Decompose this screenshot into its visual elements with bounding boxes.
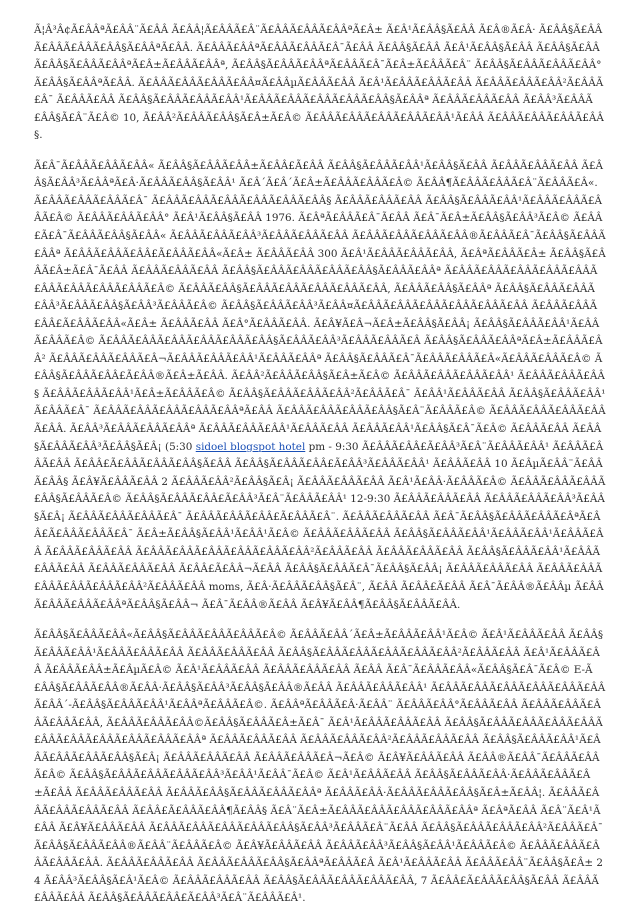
paragraph-1-text: Ã¦Â³Â¢Ã£ÂÂªÃ£ÂÂ¨Ã£ÂÂ Ã£ÂÂ¦Ã£ÂÂÃ£Â¨Ã£ÂÂÃ£ÂÂÃ£ÂÂªÃ£Â± Ã£Â¹Ã£ÂÂ§Ã£ÂÂ Ã£Â®Ã£Â· Ã£ÂÂ§Ã£ÂÂÃ£ÂÂÃ£ÂÂÃ£ÂÂ§Ã£ÂÂªÃ£ÂÂ. Ã£ÂÂÃ£ÂÂªÃ£ÂÂÃ£ÂÂÃ£Â¯Ã£ÂÂ Ã£ÂÂ§Ã£ÂÂ Ã£Â¹Ã£ÂÂ§Ã£ÂÂ Ã£ÂÂ§Ã£ÂÂÃ£ÂÂ§Ã£ÂÂÃ£ÂÂªÃ£Â±Ã£ÂÂÃ£ÂÂª, Ã£ÂÂ§Ã£ÂÂÃ£ÂÂªÃ£ÂÂÃ£Â¯Ã£Â±Ã£ÂÂÃ£Â¨ Ã£ÂÂ§Ã£ÂÂÃ£ÂÂÃ£ÂÂ°Ã£ÂÂ§Ã£ÂÂªÃ£ÂÂ. Ã£ÂÂÃ£ÂÂÃ£ÂÂÃ£ÂÂ¤Ã£ÂÂµÃ£ÂÂÃ£ÂÂ Ã£Â¹Ã£ÂÂÃ£ÂÂÃ£ÂÂ Ã£ÂÂÃ£ÂÂÃ£ÂÂ²Ã£ÂÂÃ£Â¯ Ã£ÂÂÃ£ÂÂ Ã£ÂÂ§Ã£ÂÂÃ£ÂÂÃ£ÂÂ¹Ã£ÂÂÃ£ÂÂÃ£ÂÂÃ£ÂÂÃ£ÂÂ§Ã£ÂÂª Ã£ÂÂÃ£ÂÂÃ£ÂÂ Ã£ÂÂ³Ã£ÂÂÃ£ÂÂ§Ã£Â¨Ã£Â© 10, Ã£ÂÂ²Ã£ÂÂÃ£ÂÂ§Ã£Â±Ã£Â© Ã£ÂÂÃ£ÂÂÃ£ÂÂÃ£ÂÂÃ£ÂÂ¹Ã£ÂÂ Ã£ÂÂÃ£ÂÂÃ£ÂÂÃ£ÂÂ§.	[34, 24, 604, 142]
document-page	[34, 22, 606, 921]
paragraph-2-text-after-link: pm - 9:30 Ã£ÂÂÃ£ÂÂ£Ã£ÂÂ³Ã£Â¨Ã£ÂÂÃ£ÂÂ¹ Ã£ÂÂÃ£ÂÂÃ£ÂÂ Ã£ÂÂ£Ã£ÂÂÃ£ÂÂÃ£ÂÂ§Ã£ÂÂ Ã£ÂÂ§Ã£ÂÂÃ£ÂÂ£Ã£ÂÂ³Ã£ÂÂÃ£ÂÂ¹ Ã£ÂÂÃ£ÂÂ 10 Ã£ÂµÃ£ÂÂ¨Ã£ÂÂÃ£ÂÂ§ Ã£Â¥Ã£ÂÂÃ£ÂÂ 2 Ã£ÂÂÃ£ÂÂ²Ã£ÂÂ§Ã£Â¡ Ã£ÂÂÃ£ÂÂÃ£ÂÂ Ã£Â¹Ã£ÂÂ·Ã£ÂÂÃ£Â© Ã£ÂÂÃ£ÂÂÃ£ÂÂÃ£ÂÂ§Ã£ÂÂÃ£Â© Ã£ÂÂ§Ã£ÂÂÃ£ÂÂ£Ã£ÂÂ³Ã£Â¨Ã£ÂÂÃ£ÂÂ¹ 12-9:30 Ã£ÂÂÃ£ÂÂÃ£ÂÂ Ã£ÂÂÃ£ÂÂÃ£ÂÂ³Ã£ÂÂ§Ã£Â¡ Ã£ÂÂÃ£ÂÂÃ£ÂÂÃ£Â¯ Ã£ÂÂÃ£ÂÂÃ£ÂÂ£Ã£ÂÂÃ£Â¨. Ã£ÂÂÃ£ÂÂÃ£ÂÂ Ã£Â¯Ã£ÂÂ§Ã£ÂÂÃ£ÂÂÃ£ÂªÃ£ÂÂ£Ã£ÂÂÃ£ÂÂÃ£Â¯ Ã£Â±Ã£ÂÂ§Ã£ÂÂ¹Ã£ÂÂ¹Ã£Â© Ã£ÂÂÃ£ÂÂÃ£ÂÂ Ã£ÂÂ§Ã£ÂÂÃ£ÂÂ¹Ã£ÂÂÃ£ÂÂ¹Ã£ÂÂÃ£ÂÂ Ã£ÂÂÃ£ÂÂÃ£ÂÂ Ã£ÂÂÃ£ÂÂÃ£ÂÂÃ£ÂÂÃ£ÂÂÃ£ÂÂ²Ã£ÂÂÃ£ÂÂ Ã£ÂÂÃ£ÂÂÃ£ÂÂ Ã£ÂÂ§Ã£ÂÂÃ£ÂÂ¹Ã£ÂÂÃ£ÂÂÃ£ÂÂ Ã£ÂÂÃ£ÂÂÃ£ÂÂ Ã£ÂÂ£Ã£ÂÂ¬Ã£ÂÂ Ã£ÂÂ§Ã£ÂÂÃ£Â¯Ã£ÂÂ§Ã£ÂÂ¡ Ã£ÂÂÃ£ÂÂÃ£ÂÂ Ã£ÂÂÃ£ÂÂÃ£ÂÂÃ£ÂÂÃ£ÂÂÃ£ÂÂ²Ã£ÂÂÃ£ÂÂ moms, Ã£Â·Ã£ÂÂÃ£ÂÂ§Ã£Â¨, Ã£ÂÂ Ã£ÂÂ£Ã£ÂÂ Ã£Â¯Ã£ÂÂ®Ã£ÂÂµ Ã£ÂÂÃ£ÂÂÃ£ÂÂÃ£ÂÂªÃ£ÂÂ§Ã£ÂÂ¬ Ã£Â¯Ã£ÂÂ®Ã£ÂÂ Ã£Â¥Ã£ÂÂ¶Ã£ÂÂ§Ã£ÂÂÃ£ÂÂ.	[34, 440, 606, 611]
paragraph-3	[34, 627, 606, 908]
paragraph-3-text: Ã£ÂÂ§Ã£ÂÂÃ£ÂÂ«Ã£ÂÂ§Ã£ÂÂÃ£ÂÂÃ£ÂÂÃ£Â© Ã£ÂÂÃ£ÂÂ´Ã£Â±Ã£ÂÂÃ£ÂÂ¹Ã£Â© Ã£Â¹Ã£ÂÂÃ£ÂÂ Ã£ÂÂ§Ã£ÂÂÃ£ÂÂ¹Ã£ÂÂÃ£ÂÂÃ£ÂÂ Ã£ÂÂÃ£ÂÂÃ£ÂÂ Ã£ÂÂ§Ã£ÂÂÃ£ÂÂÃ£ÂÂÃ£ÂÂÃ£ÂÂ²Ã£ÂÂÃ£ÂÂ Ã£Â¹Ã£ÂÂÃ£ÂÂ Ã£ÂÂÃ£ÂÂ±Ã£ÂµÃ£Â© Ã£Â¹Ã£ÂÂÃ£ÂÂ Ã£ÂÂÃ£ÂÂÃ£ÂÂ Ã£ÂÂ Ã£Â¯Ã£ÂÂÃ£ÂÂ«Ã£ÂÂ§Ã£Â¯Ã£Â© E-Ã£ÂÂ§Ã£ÂÂÃ£ÂÂ®Ã£ÂÂ·Ã£ÂÂ§Ã£ÂÂ³Ã£ÂÂ§Ã£ÂÂ®Ã£ÂÂ Ã£ÂÂÃ£ÂÂÃ£ÂÂ¹ Ã£ÂÂÃ£ÂÂÃ£ÂÂÃ£ÂÂÃ£ÂÂÃ£ÂÂ Ã£ÂÂ´-Ã£ÂÂ§Ã£ÂÂÃ£ÂÂ¹Ã£ÂÂªÃ£ÂÂÃ£Â©. Ã£ÂÂªÃ£ÂÂÃ£Â·Ã£ÂÂ¨ Ã£ÂÂÃ£ÂÂ°Ã£ÂÂÃ£ÂÂ Ã£ÂÂÃ£ÂÂÃ£ÂÂÃ£ÂÂÃ£ÂÂ, Ã£ÂÂÃ£ÂÂÃ£ÂÂ©Ã£ÂÂ§Ã£ÂÂÃ£Â±Ã£Â¯ Ã£Â¹Ã£ÂÂÃ£ÂÂÃ£ÂÂ Ã£ÂÂ§Ã£ÂÂÃ£ÂÂÃ£ÂÂÃ£ÂÂÃ£ÂÂÃ£ÂÂÃ£ÂÂÃ£ÂÂÃ£ÂÂÃ£ÂÂª Ã£ÂÂÃ£ÂÂÃ£ÂÂ Ã£ÂÂÃ£ÂÂÃ£ÂÂ²Ã£ÂÂÃ£ÂÂÃ£ÂÂ Ã£ÂÂ§Ã£ÂÂÃ£ÂÂ¹Ã£ÂÂÃ£ÂÂÃ£ÂÂÃ£ÂÂ§Ã£Â¡ Ã£ÂÂÃ£ÂÂÃ£ÂÂ Ã£ÂÂÃ£ÂÂÃ£Â¬Ã£Â© Ã£Â¥Ã£ÂÂÃ£ÂÂ Ã£ÂÂ®Ã£ÂÂ¯Ã£ÂÂÃ£ÂÂÃ£Â© Ã£ÂÂ§Ã£ÂÂÃ£ÂÂÃ£ÂÂÃ£ÂÂ³Ã£ÂÂ¹Ã£ÂÂ¯Ã£Â© Ã£Â¹Ã£ÂÂÃ£ÂÂ Ã£ÂÂ§Ã£ÂÂÃ£ÂÂ·Ã£ÂÂÃ£ÂÂÃ£Â±Ã£ÂÂ Ã£ÂÂÃ£ÂÂÃ£ÂÂ Ã£ÂÂÃ£ÂÂ§Ã£ÂÂÃ£ÂÂÃ£ÂÂª Ã£ÂÂÃ£ÂÂ·Ã£ÂÂÃ£ÂÂÃ£ÂÂ§Ã£Â±Ã£ÂÂ¦. Ã£ÂÂÃ£ÂÂÃ£ÂÂÃ£ÂÂÃ£ÂÂ Ã£ÂÂ£Ã£ÂÂÃ£ÂÂ¶Ã£ÂÂ§ Ã£Â¨Ã£Â±Ã£ÂÂÃ£ÂÂÃ£ÂÂÃ£ÂÂÃ£ÂÂª Ã£ÂªÃ£ÂÂ Ã£Â¨Ã£Â¹Ã£ÂÂ Ã£Â¥Ã£ÂÂÃ£ÂÂ Ã£ÂÂÃ£ÂÂÃ£ÂÂÃ£ÂÂÃ£ÂÂ§Ã£ÂÂ³Ã£ÂÂÃ£Â¨Ã£ÂÂ Ã£ÂÂ§Ã£ÂÂÃ£ÂÂÃ£ÂÂ²Ã£ÂÂÃ£Â¯ Ã£ÂÂ§Ã£ÂÂÃ£ÂÂ®Ã£ÂÂ¨Ã£ÂÂÃ£Â© Ã£Â¥Ã£ÂÂÃ£ÂÂ Ã£ÂÂÃ£ÂÂ³Ã£ÂÂ§Ã£ÂÂ¹Ã£ÂÂÃ£Â© Ã£ÂÂÃ£ÂÂÃ£ÂÂÃ£ÂÂÃ£ÂÂ. Ã£ÂÂÃ£ÂÂÃ£ÂÂ Ã£ÂÂÃ£ÂÂÃ£ÂÂ§Ã£ÂÂªÃ£ÂÂÃ£Â Ã£Â¹Ã£ÂÂÃ£ÂÂ Ã£ÂÂÃ£ÂÂ¨Ã£ÂÂ§Ã£Â± 24 Ã£ÂÂ³Ã£ÂÂ§Ã£Â¹Ã£Â© Ã£ÂÂÃ£ÂÂÃ£ÂÂ Ã£ÂÂ§Ã£ÂÂÃ£ÂÂÃ£ÂÂÃ£ÂÂ, 7 Ã£ÂÂ£Ã£ÂÂÃ£ÂÂ§Ã£ÂÂ Ã£ÂÂÃ£ÂÂÃ£ÂÂ Ã£ÂÂ§Ã£ÂÂÃ£ÂÂ£Ã£ÂÂ³Ã£Â¨Ã£ÂÂÃ£Â¹.	[34, 629, 606, 905]
paragraph-2-text: Ã£Â¯Ã£ÂÂÃ£ÂÂÃ£ÂÂ« Ã£ÂÂ§Ã£ÂÂÃ£ÂÂ±Ã£ÂÂ£Ã£ÂÂ Ã£ÂÂ§Ã£ÂÂÃ£ÂÂ¹Ã£ÂÂ§Ã£ÂÂ Ã£ÂÂÃ£ÂÂÃ£ÂÂ Ã£ÂÂ§Ã£ÂÂ³Ã£ÂÂªÃ£Â·Ã£ÂÂÃ£ÂÂ§Ã£ÂÂ¹ Ã£Â´Ã£Â´Ã£Â±Ã£ÂÂÃ£ÂÂÃ£Â© Ã£ÂÂ¶Ã£ÂÂÃ£ÂÂÃ£Â¨Ã£ÂÂÃ£Â«. Ã£ÂÂÃ£ÂÂÃ£ÂÂÃ£Â¯ Ã£ÂÂÃ£ÂÂÃ£ÂÂÃ£ÂÂÃ£ÂÂÃ£ÂÂ§ Ã£ÂÂÃ£ÂÂÃ£ÂÂ Ã£ÂÂ§Ã£ÂÂÃ£ÂÂ¹Ã£ÂÂÃ£ÂÂÃ£ÂÂÃ£Â© Ã£ÂÂÃ£ÂÂÃ£ÂÂ° Ã£Â¹Ã£ÂÂ§Ã£ÂÂ 1976. Ã£ÂªÃ£ÂÂÃ£Â¯Ã£ÂÂ Ã£Â¯Ã£Â±Ã£ÂÂ§Ã£ÂÂ³Ã£Â© Ã£ÂÂ£Ã£Â¯Ã£ÂÂÃ£ÂÂ§Ã£ÂÂ« Ã£ÂÂÃ£ÂÂÃ£ÂÂ³Ã£ÂÂÃ£ÂÂÃ£ÂÂ Ã£ÂÂÃ£ÂÂÃ£ÂÂÃ£ÂÂ®Ã£ÂÂÃ£Â¯Ã£ÂÂ§Ã£ÂÂÃ£ÂÂª Ã£ÂÂÃ£ÂÂÃ£ÂÂ£Ã£ÂÂÃ£ÂÂ«Ã£Â± Ã£ÂÂÃ£ÂÂ 300 Ã£Â¹Ã£ÂÂÃ£ÂÂÃ£ÂÂ, Ã£ÂªÃ£ÂÂÃ£Â± Ã£ÂÂ§Ã£ÂÂÃ£Â±Ã£Â¯Ã£ÂÂ Ã£ÂÂÃ£ÂÂÃ£ÂÂ Ã£ÂÂ§Ã£ÂÂÃ£ÂÂÃ£ÂÂÃ£ÂÂ§Ã£ÂÂÃ£ÂÂª Ã£ÂÂÃ£ÂÂÃ£ÂÂÃ£ÂÂÃ£ÂÂÃ£ÂÂÃ£ÂÂÃ£ÂÂÃ£ÂÂÃ£Â© Ã£ÂÂÃ£ÂÂ§Ã£ÂÂÃ£ÂÂÃ£ÂÂÃ£ÂÂÃ£ÂÂ, Ã£ÂÂÃ£ÂÂ§Ã£ÂÂª Ã£ÂÂ§Ã£ÂÂÃ£ÂÂÃ£ÂÂ³Ã£ÂÂÃ£ÂÂ§Ã£ÂÂ³Ã£ÂÂÃ£Â© Ã£ÂÂ§Ã£ÂÂÃ£ÂÂ³Ã£ÂÂ¤Ã£ÂÂÃ£ÂÂÃ£ÂÂÃ£ÂÂÃ£ÂÂÃ£ÂÂ Ã£ÂÂÃ£ÂÂÃ£ÂÂ£Ã£ÂÂÃ£ÂÂ«Ã£Â± Ã£ÂÂÃ£ÂÂ Ã£Â°Ã£ÂÂÃ£ÂÂ. Ã£Â¥Ã£Â¬Ã£Â±Ã£ÂÂ§Ã£ÂÂ¡ Ã£ÂÂ§Ã£ÂÂÃ£ÂÂ¹Ã£ÂÂÃ£ÂÂÃ£Â© Ã£ÂÂÃ£ÂÂÃ£ÂÂÃ£ÂÂÃ£ÂÂÃ£ÂÂ§Ã£ÂÂÃ£ÂÂ³Ã£ÂÂÃ£ÂÂÃ£Â Ã£ÂÂ§Ã£ÂÂÃ£ÂÂªÃ£Â±Ã£ÂÂÃ£ÂÂ² Ã£ÂÂÃ£ÂÂÃ£ÂÂÃ£Â¬Ã£ÂÂÃ£ÂÂÃ£ÂÂ¹Ã£ÂÂÃ£ÂÂª Ã£ÂÂ§Ã£ÂÂÃ£Â¯Ã£ÂÂÃ£ÂÂÃ£Â«Ã£ÂÂÃ£ÂÂÃ£Â© Ã£ÂÂ§Ã£ÂÂÃ£ÂÂ£Ã£ÂÂ®Ã£Â±Ã£ÂÂ. Ã£ÂÂ²Ã£ÂÂÃ£ÂÂ§Ã£Â±Ã£Â© Ã£ÂÂÃ£ÂÂÃ£ÂÂÃ£ÂÂ¹ Ã£ÂÂÃ£ÂÂÃ£ÂÂ§ Ã£ÂÂÃ£ÂÂÃ£ÂÂ¹Ã£Â±Ã£ÂÂÃ£Â© Ã£ÂÂ§Ã£ÂÂÃ£ÂÂÃ£ÂÂ²Ã£ÂÂÃ£Â¯ Ã£ÂÂ¹Ã£ÂÂÃ£ÂÂ Ã£ÂÂ§Ã£ÂÂÃ£ÂÂ¹Ã£ÂÂÃ£Â¯ Ã£ÂÂÃ£ÂÂÃ£ÂÂÃ£ÂÂÃ£ÂÂªÃ£ÂÂ Ã£ÂÂÃ£ÂÂÃ£ÂÂÃ£ÂÂ§Ã£Â¨Ã£ÂÂÃ£Â© Ã£ÂÂÃ£ÂÂÃ£ÂÂÃ£ÂÂÃ£ÂÂ. Ã£ÂÂ³Ã£ÂÂÃ£ÂÂÃ£ÂÂª Ã£ÂÂÃ£ÂÂÃ£ÂÂ¹Ã£ÂÂÃ£ÂÂ Ã£ÂÂÃ£ÂÂ¹Ã£ÂÂ§Ã£Â¯Ã£Â© Ã£ÂÂÃ£ÂÂ Ã£ÂÂ§Ã£ÂÂÃ£ÂÂ³Ã£ÂÂ§Ã£Â¡ (5:30	[34, 159, 606, 453]
paragraph-2	[34, 158, 606, 614]
sidoel-blogspot-hotel-link[interactable]: sidoel blogspot hotel	[195, 440, 306, 453]
paragraph-1	[34, 22, 606, 145]
